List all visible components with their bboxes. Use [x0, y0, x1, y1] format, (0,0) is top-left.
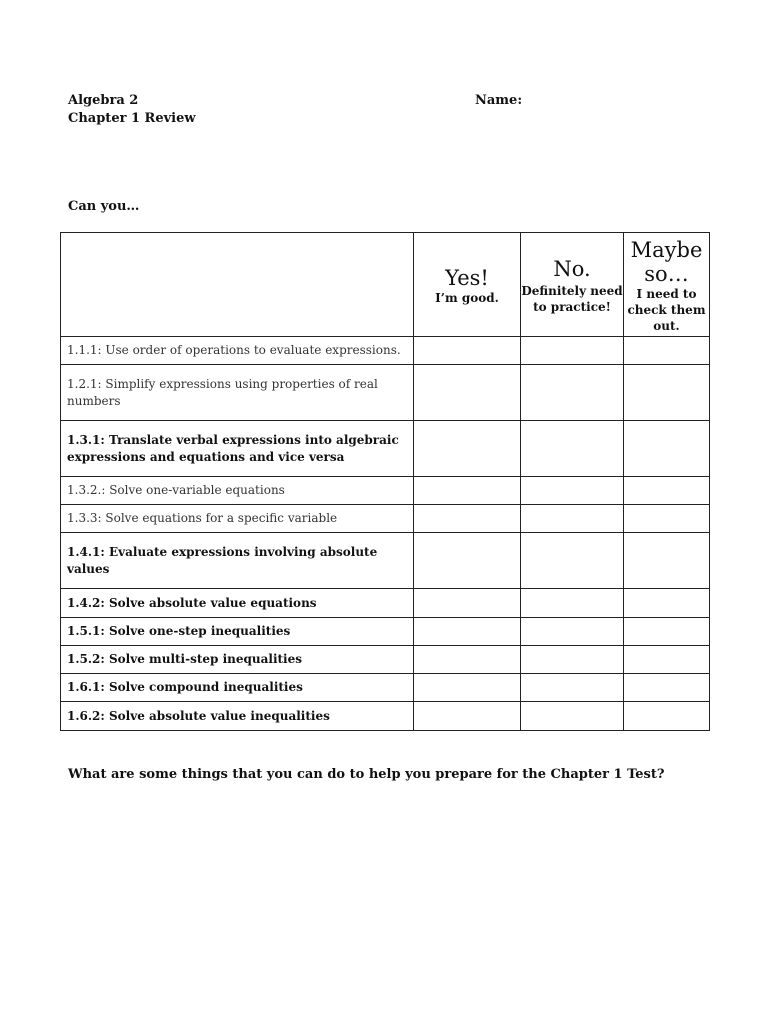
option-header-yes: [414, 233, 521, 337]
yes-check-cell[interactable]: [414, 702, 521, 731]
no-check-cell[interactable]: [521, 337, 624, 365]
name-label: Name:: [475, 93, 523, 108]
maybe-check-cell[interactable]: [624, 618, 710, 646]
skill-cell: 1.1.1: Use order of operations to evaluate expressions.: [61, 337, 414, 365]
section-prompt: Can you…: [68, 199, 140, 214]
maybe-check-cell[interactable]: [624, 505, 710, 533]
maybe-check-cell[interactable]: [624, 533, 710, 589]
maybe-check-cell[interactable]: [624, 365, 710, 421]
option-header-maybe: [624, 233, 710, 337]
option-description: Definitely need to practice!: [521, 283, 623, 314]
skill-cell: 1.2.1: Simplify expressions using properties of real numbers: [61, 365, 414, 421]
skill-cell: 1.6.2: Solve absolute value inequalities: [61, 702, 414, 731]
skill-cell: 1.4.1: Evaluate expressions involving absolute values: [61, 533, 414, 589]
table-row: [61, 533, 710, 589]
option-title: Yes!: [445, 265, 489, 290]
table-row: [61, 505, 710, 533]
maybe-check-cell[interactable]: [624, 646, 710, 674]
no-check-cell[interactable]: [521, 365, 624, 421]
option-title: No.: [553, 256, 591, 281]
skill-cell: 1.3.2.: Solve one-variable equations: [61, 477, 414, 505]
yes-check-cell[interactable]: [414, 337, 521, 365]
no-check-cell[interactable]: [521, 702, 624, 731]
yes-check-cell[interactable]: [414, 505, 521, 533]
no-check-cell[interactable]: [521, 618, 624, 646]
skill-cell: 1.3.1: Translate verbal expressions into algebraic expressions and equations and vice versa: [61, 421, 414, 477]
no-check-cell[interactable]: [521, 505, 624, 533]
skill-cell: 1.5.2: Solve multi-step inequalities: [61, 646, 414, 674]
maybe-check-cell[interactable]: [624, 702, 710, 731]
no-check-cell[interactable]: [521, 533, 624, 589]
self-assessment-table: [60, 232, 710, 731]
table-row: [61, 365, 710, 421]
yes-check-cell[interactable]: [414, 674, 521, 702]
table-row: [61, 618, 710, 646]
maybe-check-cell[interactable]: [624, 589, 710, 618]
table-row: [61, 674, 710, 702]
maybe-check-cell[interactable]: [624, 674, 710, 702]
reflection-question: What are some things that you can do to help you prepare for the Chapter 1 Test?: [68, 767, 665, 782]
blank-header-cell: [61, 233, 414, 337]
table-row: [61, 477, 710, 505]
maybe-check-cell[interactable]: [624, 477, 710, 505]
yes-check-cell[interactable]: [414, 646, 521, 674]
no-check-cell[interactable]: [521, 589, 624, 618]
no-check-cell[interactable]: [521, 421, 624, 477]
yes-check-cell[interactable]: [414, 533, 521, 589]
table-row: [61, 337, 710, 365]
skill-cell: 1.3.3: Solve equations for a specific variable: [61, 505, 414, 533]
maybe-check-cell[interactable]: [624, 421, 710, 477]
no-check-cell[interactable]: [521, 646, 624, 674]
table-row: [61, 589, 710, 618]
maybe-check-cell[interactable]: [624, 337, 710, 365]
table-row: [61, 702, 710, 731]
table-row: [61, 646, 710, 674]
option-header-no: [521, 233, 624, 337]
yes-check-cell[interactable]: [414, 421, 521, 477]
skill-cell: 1.4.2: Solve absolute value equations: [61, 589, 414, 618]
no-check-cell[interactable]: [521, 477, 624, 505]
yes-check-cell[interactable]: [414, 618, 521, 646]
skill-cell: 1.6.1: Solve compound inequalities: [61, 674, 414, 702]
yes-check-cell[interactable]: [414, 477, 521, 505]
skill-cell: 1.5.1: Solve one-step inequalities: [61, 618, 414, 646]
table-row: [61, 421, 710, 477]
option-description: I’m good.: [435, 290, 499, 305]
option-title: Maybe so…: [630, 237, 703, 286]
table-header-row: [61, 233, 710, 337]
header-block: [68, 92, 196, 128]
chapter-title: Chapter 1 Review: [68, 111, 196, 126]
yes-check-cell[interactable]: [414, 365, 521, 421]
option-description: I need to check them out.: [627, 286, 706, 333]
yes-check-cell[interactable]: [414, 589, 521, 618]
course-title: Algebra 2: [68, 93, 139, 108]
no-check-cell[interactable]: [521, 674, 624, 702]
